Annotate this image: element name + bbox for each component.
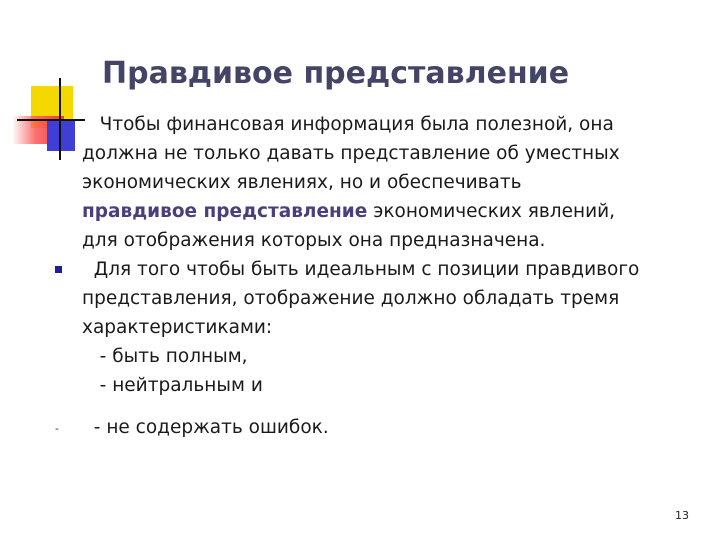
body-line-tail: экономических явлений,: [367, 201, 616, 222]
dash-marker: -: [55, 422, 59, 435]
bullet-square-icon: [55, 266, 62, 273]
page-number: 13: [675, 509, 689, 522]
body-line-emphasis: [82, 197, 716, 226]
body-line: представления, отображение должно обладать тремя: [82, 288, 620, 309]
body-line: - быть полным,: [82, 346, 248, 367]
body-line: - не содержать ошибок.: [82, 417, 329, 438]
decor-blue-square: [47, 121, 75, 151]
body-line: - нейтральным и: [82, 375, 263, 396]
emphasis-text: правдивое представление: [82, 201, 368, 222]
body-line: экономических явлениях, но и обеспечивать: [82, 172, 522, 193]
body-line: Для того чтобы быть идеальным с позиции правдивого: [82, 259, 640, 280]
body-line: Чтобы финансовая информация была полезной, она: [82, 114, 614, 135]
body-line: для отображения которых она предназначена.: [82, 230, 546, 251]
slide-body: [82, 110, 716, 442]
slide-title: Правдивое представление: [102, 56, 570, 91]
body-line: должна не только давать представление об уместных: [82, 143, 620, 164]
decor-horizontal-line: [17, 119, 85, 121]
body-line: характеристиками:: [82, 317, 273, 338]
